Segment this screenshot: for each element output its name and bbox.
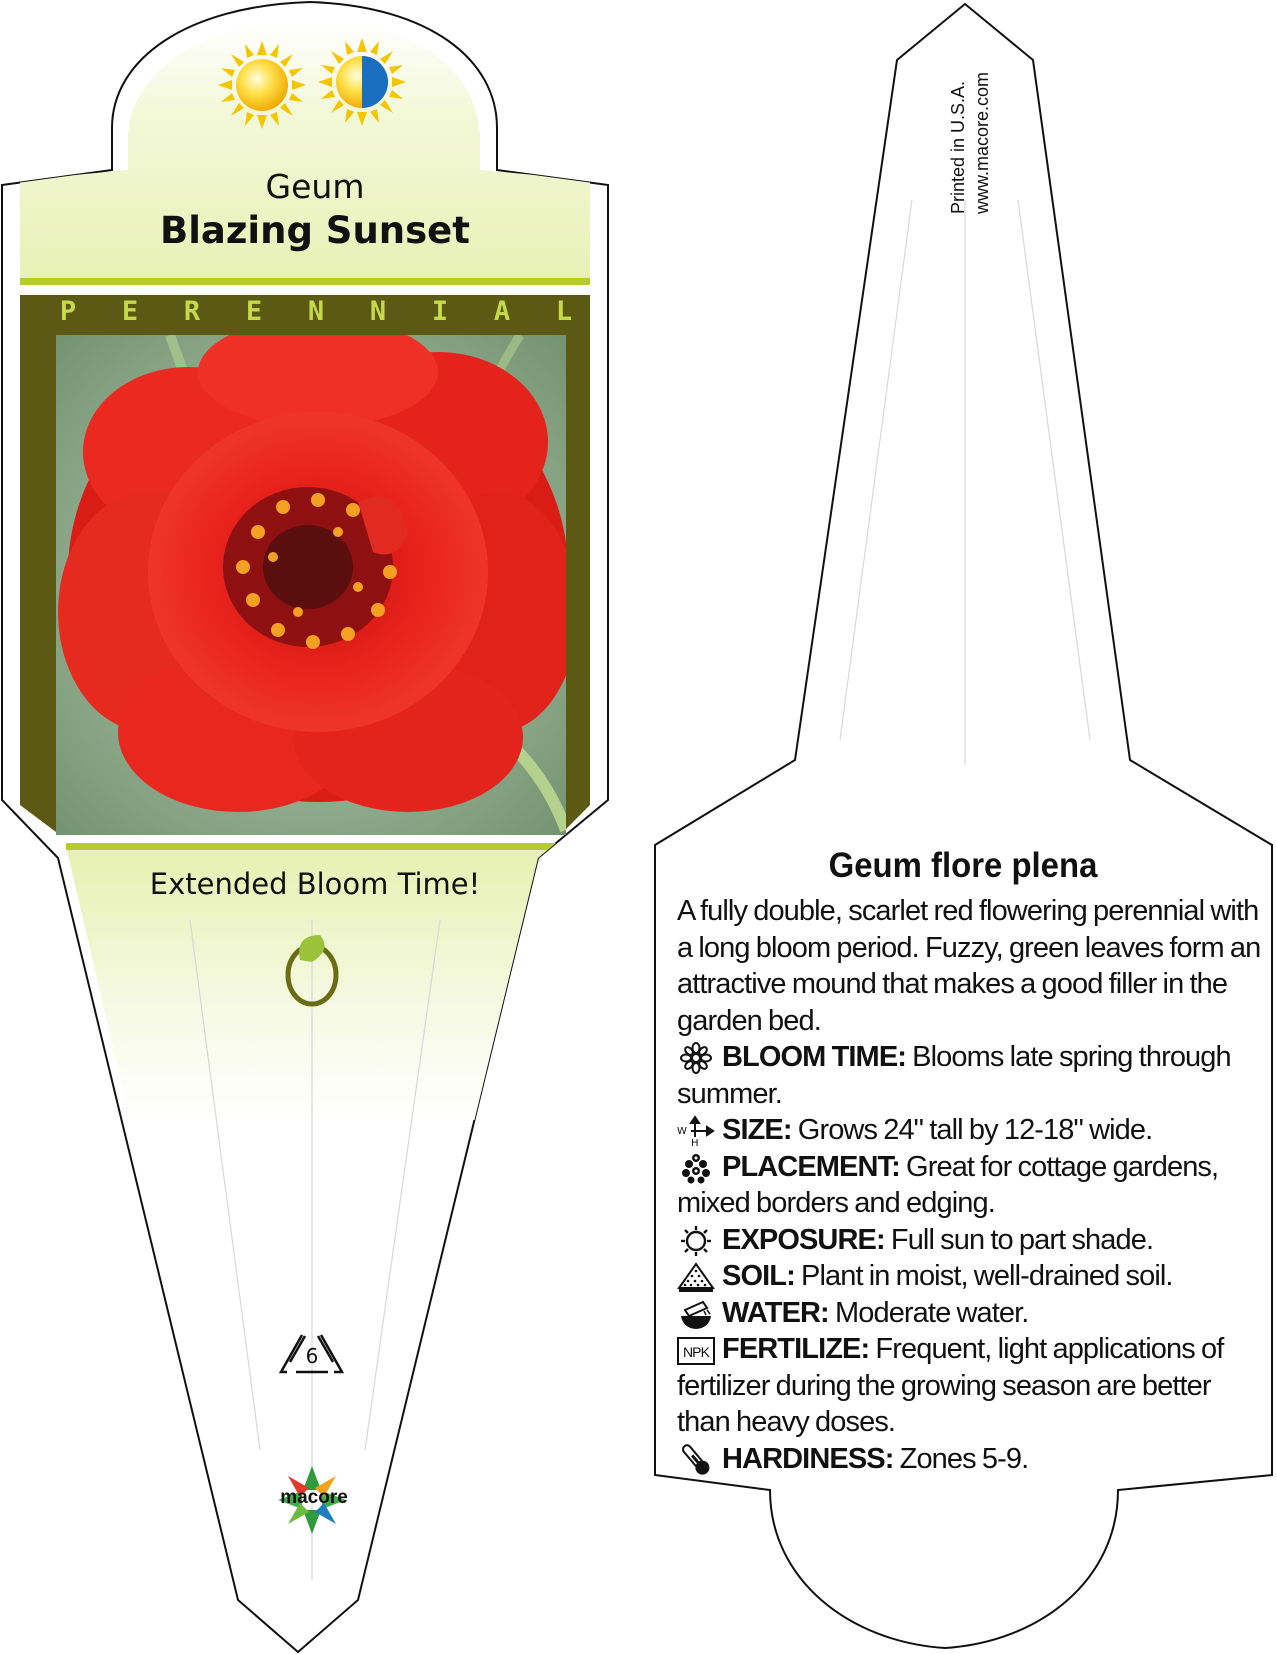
detail-label: WATER: bbox=[722, 1296, 829, 1329]
plant-variety: Blazing Sunset bbox=[160, 209, 470, 252]
category-letter: A bbox=[493, 296, 511, 327]
detail-text: Blooms late spring through summer. bbox=[677, 1041, 1231, 1110]
printed-in-label: Printed in U.S.A. bbox=[948, 80, 968, 214]
full-sun-icon bbox=[218, 41, 306, 129]
detail-text: Moderate water. bbox=[828, 1296, 1029, 1329]
printed-credit bbox=[946, 72, 994, 214]
category-letter: N bbox=[369, 296, 387, 327]
detail-size bbox=[677, 1112, 1267, 1149]
hardiness-icon bbox=[677, 1444, 715, 1474]
category-letter: R bbox=[183, 296, 201, 327]
water-icon bbox=[677, 1298, 715, 1328]
recycle-code: 6 bbox=[305, 1344, 319, 1368]
category-label bbox=[56, 298, 576, 325]
description: A fully double, scarlet red flowering perennial with a long bloom period. Fuzzy, green leaves form an attractive mound that makes a good filler in the garden bed. bbox=[677, 895, 1261, 1037]
detail-bloom-time bbox=[677, 1039, 1267, 1112]
placement-icon bbox=[677, 1152, 715, 1182]
fertilize-icon bbox=[677, 1334, 715, 1364]
detail-soil bbox=[677, 1258, 1267, 1295]
detail-label: HARDINESS: bbox=[722, 1442, 894, 1475]
detail-text: Grows 24" tall by 12-18" wide. bbox=[791, 1114, 1153, 1146]
svg-text:NPK: NPK bbox=[682, 1344, 710, 1360]
detail-label: SOIL: bbox=[722, 1260, 795, 1292]
detail-exposure bbox=[677, 1222, 1267, 1259]
plant-info bbox=[677, 893, 1267, 1477]
detail-fertilize bbox=[677, 1331, 1267, 1441]
detail-label: PLACEMENT: bbox=[722, 1150, 900, 1183]
bloom-time-icon bbox=[677, 1042, 715, 1072]
detail-text: Great for cottage gardens, mixed borders and edging. bbox=[677, 1150, 1219, 1219]
detail-text: Full sun to part shade. bbox=[884, 1223, 1154, 1256]
detail-label: SIZE: bbox=[722, 1114, 792, 1146]
detail-label: EXPOSURE: bbox=[722, 1223, 885, 1256]
svg-text:H: H bbox=[691, 1138, 698, 1147]
botanical-name: Geum flore plena bbox=[828, 846, 1098, 885]
detail-text: Zones 5-9. bbox=[893, 1442, 1029, 1475]
category-letter: P bbox=[59, 296, 77, 327]
detail-text: Plant in moist, well-drained soil. bbox=[794, 1260, 1173, 1292]
category-letter: I bbox=[431, 296, 449, 327]
exposure-icon bbox=[677, 1225, 715, 1255]
category-letter: E bbox=[121, 296, 139, 327]
plant-genus: Geum bbox=[265, 167, 365, 206]
category-letter: N bbox=[307, 296, 325, 327]
tagline: Extended Bloom Time! bbox=[149, 867, 481, 901]
flower-photo bbox=[56, 317, 578, 835]
detail-label: BLOOM TIME: bbox=[722, 1041, 907, 1073]
detail-hardiness bbox=[677, 1441, 1267, 1478]
detail-label: FERTILIZE: bbox=[722, 1333, 870, 1365]
detail-text: Frequent, light applications of fertilizer during the growing season are better than heavy doses. bbox=[677, 1333, 1224, 1438]
detail-water bbox=[677, 1295, 1267, 1332]
part-shade-icon bbox=[318, 38, 406, 126]
category-letter: L bbox=[555, 296, 573, 327]
website-label: www.macore.com bbox=[972, 71, 992, 214]
detail-placement bbox=[677, 1149, 1267, 1222]
size-icon bbox=[677, 1115, 715, 1145]
soil-icon bbox=[677, 1261, 715, 1291]
svg-text:W: W bbox=[677, 1126, 686, 1137]
brand-name: macore bbox=[280, 1487, 348, 1508]
category-letter: E bbox=[245, 296, 263, 327]
